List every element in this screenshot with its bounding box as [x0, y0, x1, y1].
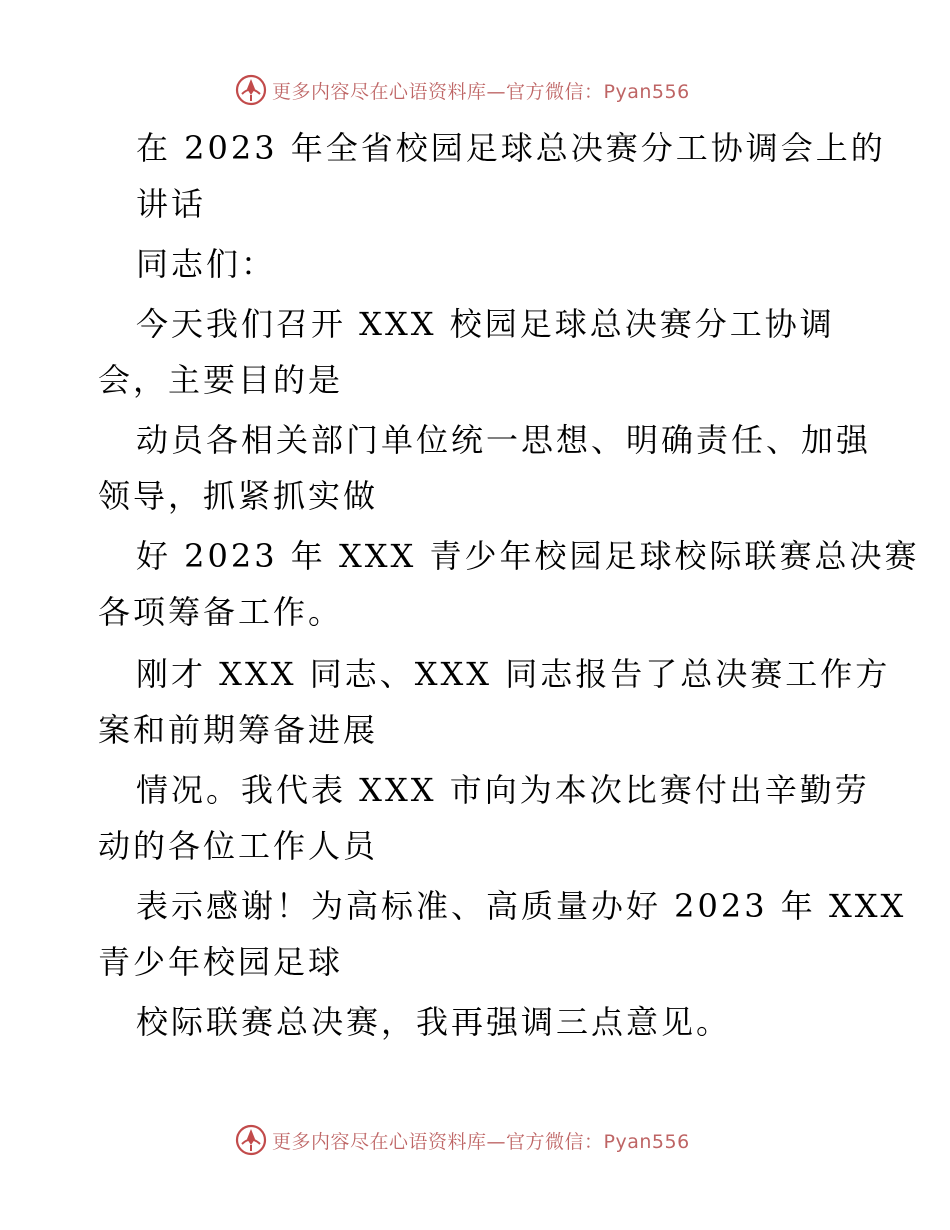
paragraph-line: 会，主要目的是 [98, 361, 344, 399]
paragraph-line: 动的各位工作人员 [98, 827, 379, 865]
paragraph-line: 表示感谢！为高标准、高质量办好 2023 年 XXX [136, 887, 907, 925]
paragraph-line: 今天我们召开 XXX 校园足球总决赛分工协调 [136, 305, 835, 343]
paragraph-line: 各项筹备工作。 [98, 593, 344, 631]
paragraph-line: 案和前期筹备进展 [98, 711, 379, 749]
paragraph-line: 动员各相关部门单位统一思想、明确责任、加强 [136, 421, 872, 459]
watermark-text: 更多内容尽在心语资料库—官方微信：Pyan556 [272, 80, 690, 103]
salutation: 同志们： [136, 245, 277, 283]
book-pen-icon [234, 1123, 268, 1157]
paragraph-line: 青少年校园足球 [98, 943, 344, 981]
book-pen-icon [234, 73, 268, 107]
paragraph-line: 校际联赛总决赛，我再强调三点意见。 [136, 1003, 732, 1041]
paragraph-line: 刚才 XXX 同志、XXX 同志报告了总决赛工作方 [136, 655, 891, 693]
paragraph-line: 领导，抓紧抓实做 [98, 477, 379, 515]
paragraph-line: 好 2023 年 XXX 青少年校园足球校际联赛总决赛 [136, 537, 920, 575]
footer-watermark [234, 1122, 690, 1158]
header-watermark [234, 72, 690, 108]
title-line-1: 在 2023 年全省校园足球总决赛分工协调会上的 [136, 129, 886, 167]
watermark-text: 更多内容尽在心语资料库—官方微信：Pyan556 [272, 1130, 690, 1153]
title-line-2: 讲话 [136, 185, 207, 223]
paragraph-line: 情况。我代表 XXX 市向为本次比赛付出辛勤劳 [136, 771, 870, 809]
